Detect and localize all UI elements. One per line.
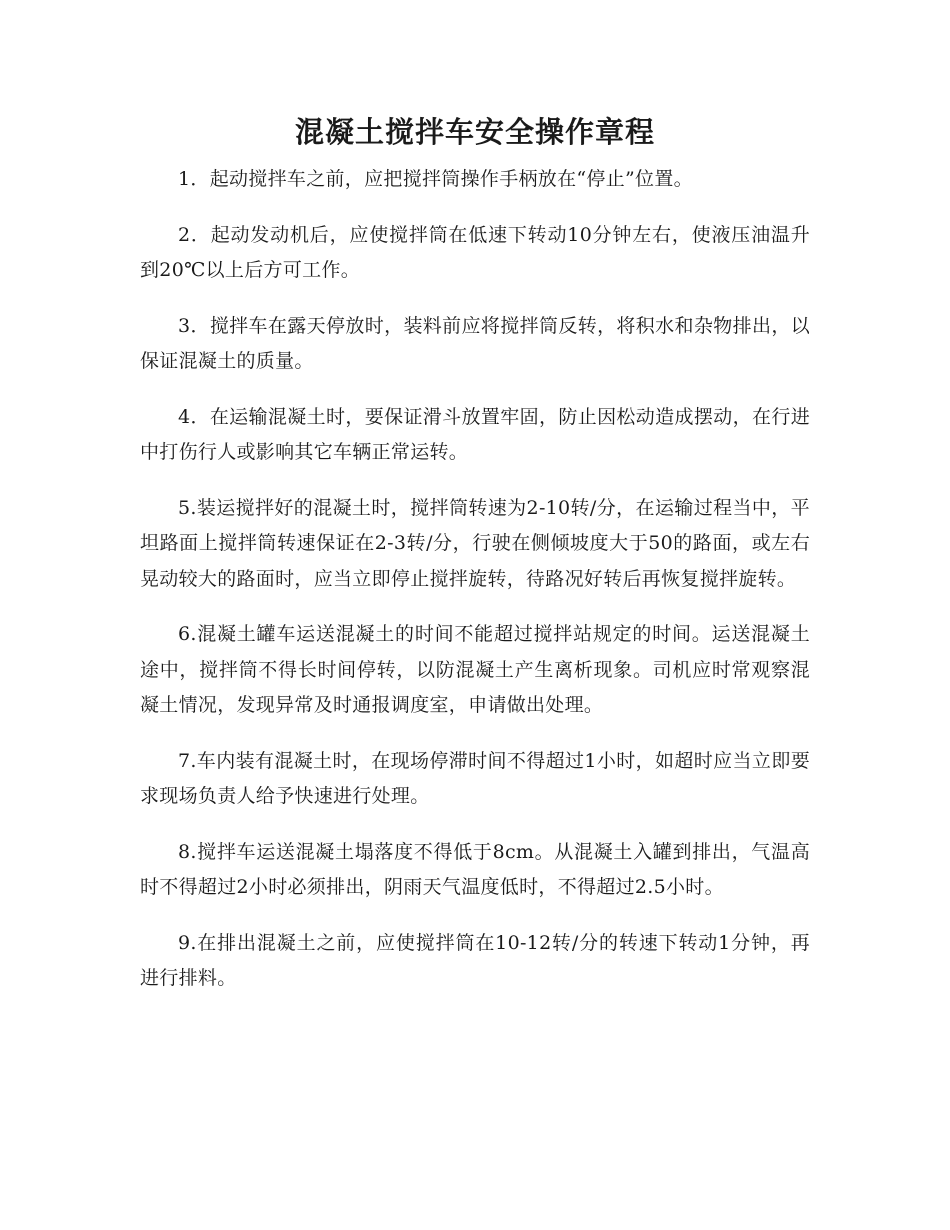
clause-4: 4．在运输混凝土时，要保证滑斗放置牢固，防止因松动造成摆动，在行进中打伤行人或影响其它车辆正常运转。: [140, 405, 810, 463]
clause-2: 2．起动发动机后，应使搅拌筒在低速下转动10分钟左右，使液压油温升到20℃以上后方可工作。: [140, 223, 810, 281]
clause-9: 9.在排出混凝土之前，应使搅拌筒在10-12转/分的转速下转动1分钟，再进行排料。: [140, 931, 810, 989]
document-page: [140, 0, 810, 1017]
clause-5: 5.装运搅拌好的混凝土时，搅拌筒转速为2-10转/分，在运输过程当中，平坦路面上搅拌筒转速保证在2-3转/分，行驶在侧倾坡度大于50的路面，或左右晃动较大的路面时，应当立即停止搅拌旋转，待路况好转后再恢复搅拌旋转。: [140, 496, 810, 590]
clause-3: 3．搅拌车在露天停放时，装料前应将搅拌筒反转，将积水和杂物排出，以保证混凝土的质量。: [140, 314, 810, 372]
clause-6: 6.混凝土罐车运送混凝土的时间不能超过搅拌站规定的时间。运送混凝土途中，搅拌筒不得长时间停转，以防混凝土产生离析现象。司机应时常观察混凝土情况，发现异常及时通报调度室，申请做出处理。: [140, 623, 810, 716]
clause-8: 8.搅拌车运送混凝土塌落度不得低于8cm。从混凝土入罐到排出，气温高时不得超过2小时必须排出，阴雨天气温度低时，不得超过2.5小时。: [140, 840, 810, 898]
clause-7: 7.车内装有混凝土时，在现场停滞时间不得超过1小时，如超时应当立即要求现场负责人给予快速进行处理。: [140, 749, 810, 807]
clause-list: [140, 162, 810, 997]
document-title: 混凝土搅拌车安全操作章程: [294, 115, 655, 149]
clause-1: 1．起动搅拌车之前，应把搅拌筒操作手柄放在“停止”位置。: [178, 168, 693, 190]
